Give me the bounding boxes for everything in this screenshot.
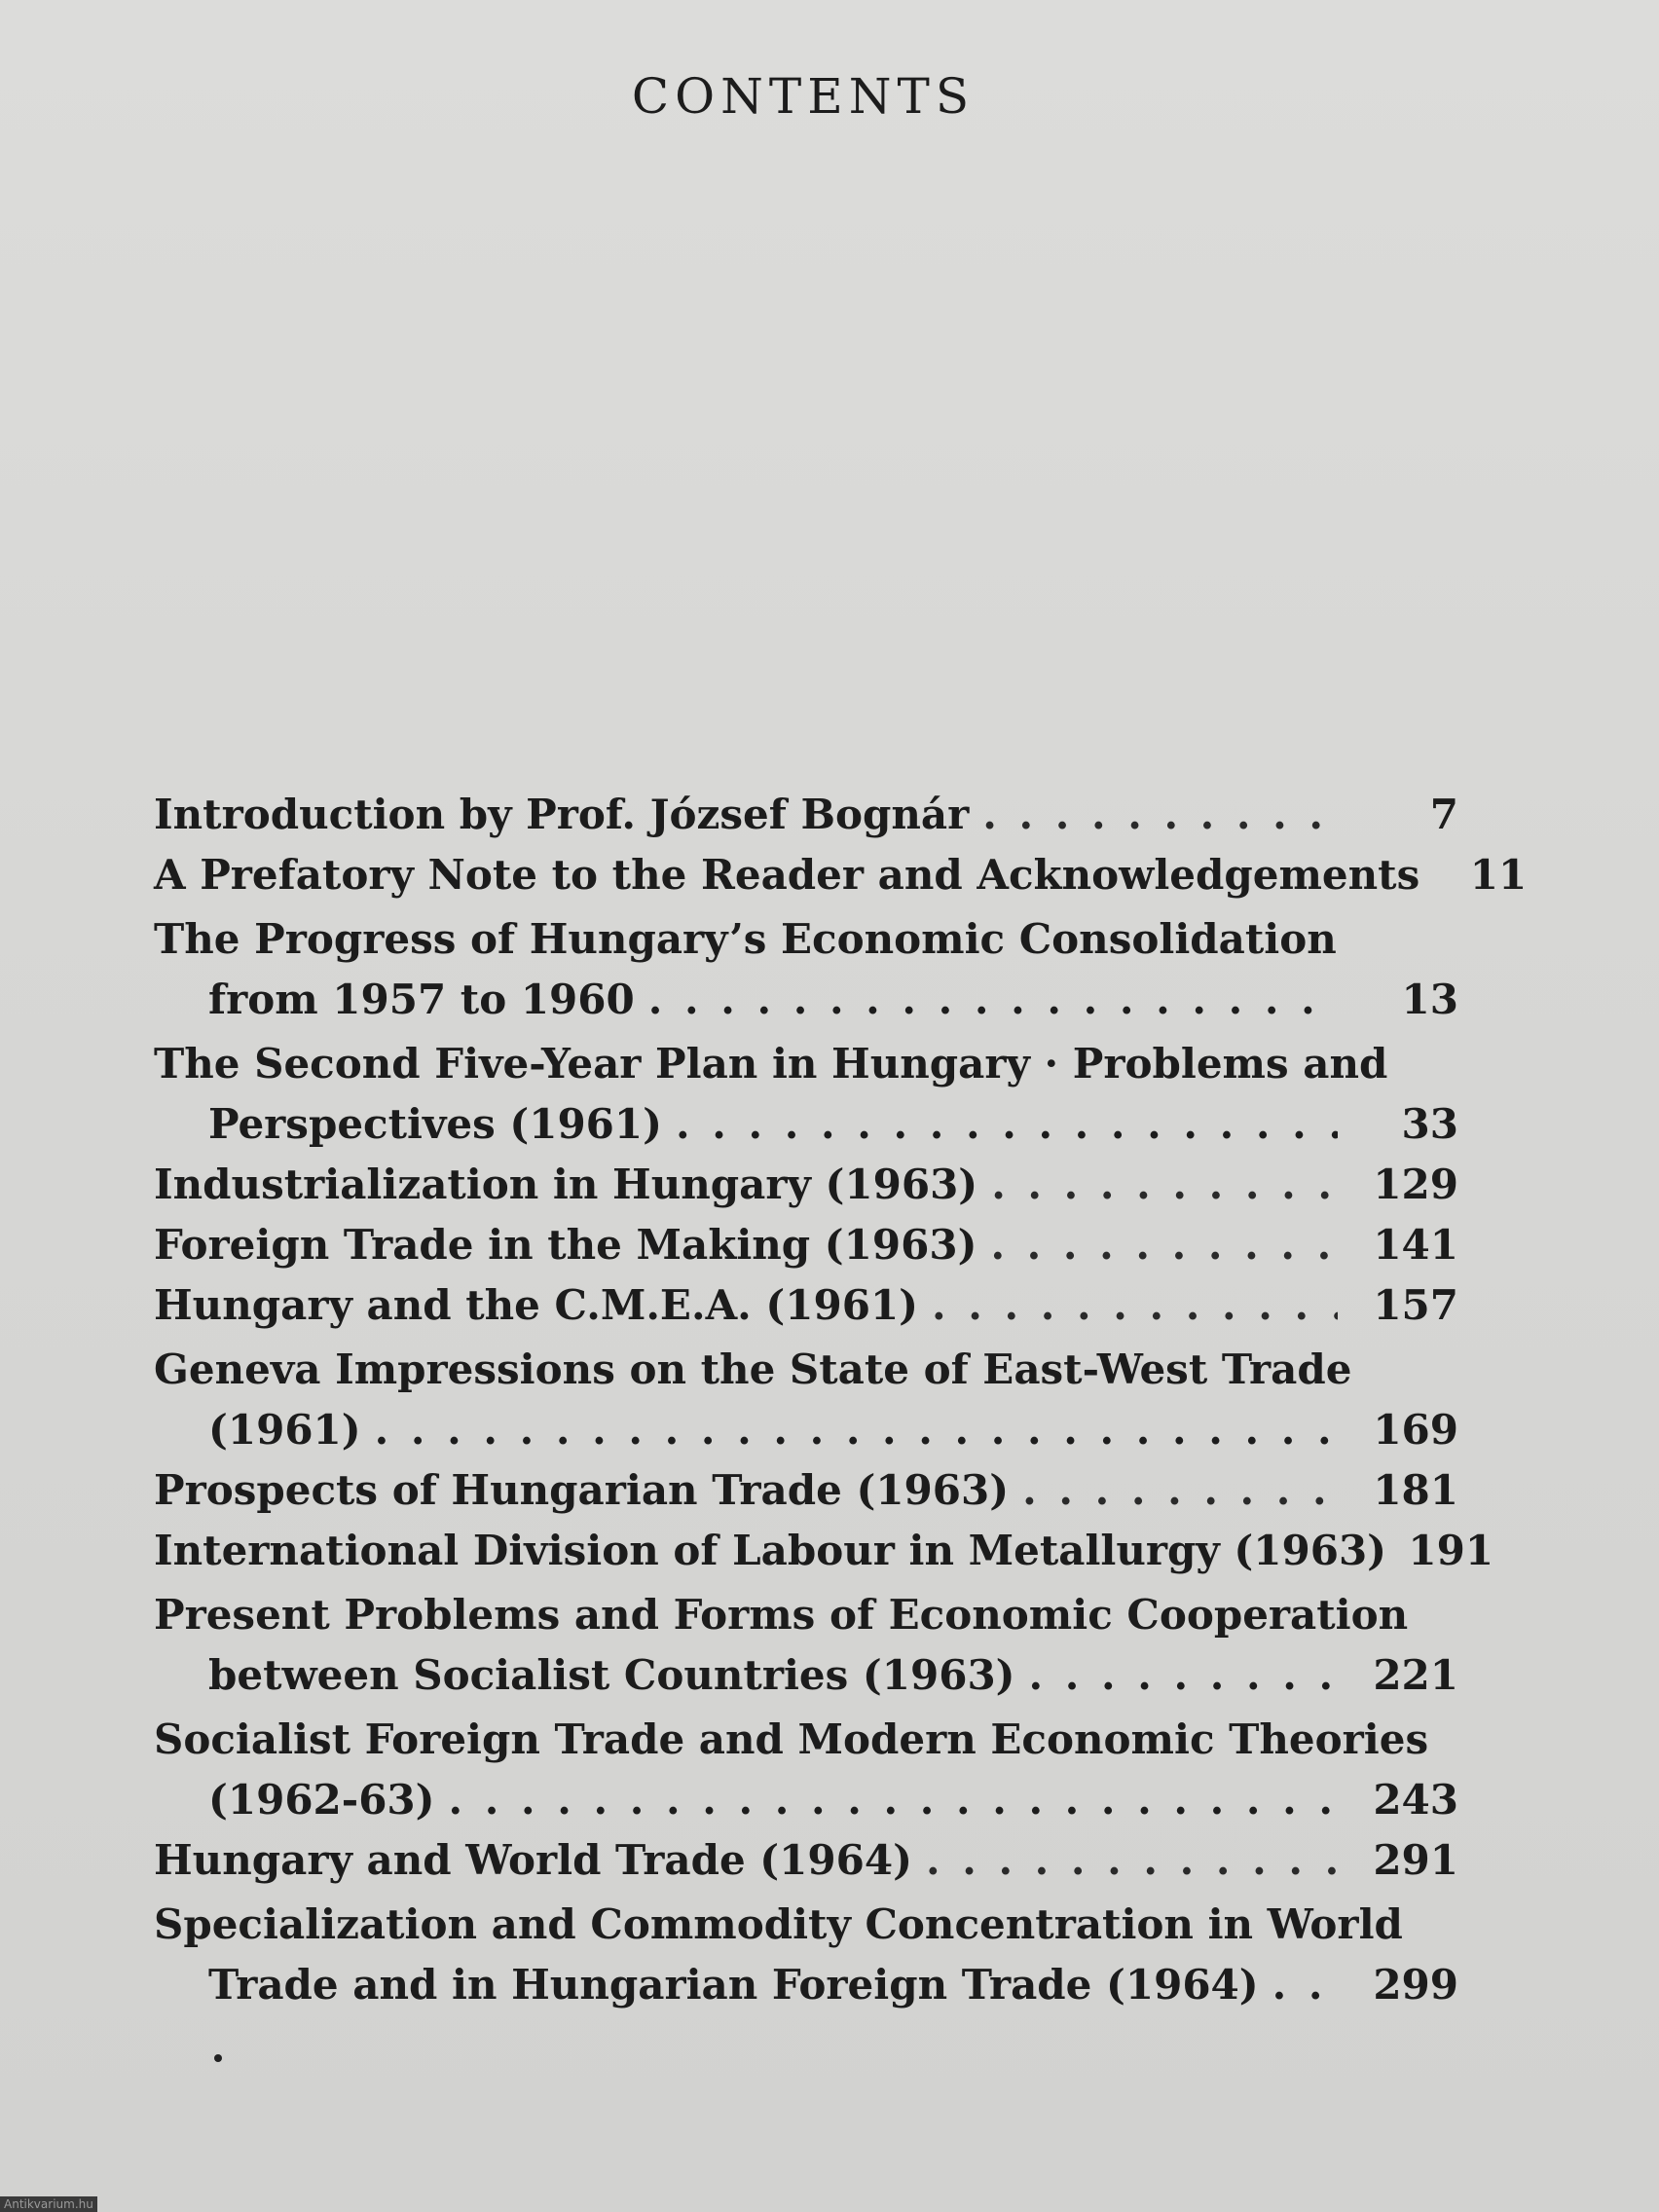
toc-page-number: 299 [1373,1961,1458,2009]
toc-page-number: 7 [1429,791,1458,838]
toc-entry-title: International Division of Labour in Metallurgy (1963) [154,1527,1387,1574]
toc-entry [154,1710,1458,1830]
dot-leader [926,1830,1338,1891]
toc-page-number: 13 [1401,976,1458,1023]
toc-page-number: 33 [1401,1100,1458,1148]
page-title: CONTENTS [631,68,976,125]
toc-entry-title: A Prefatory Note to the Reader and Acknowledgements [154,851,1420,899]
toc-entry [154,1155,1458,1215]
toc-entry-title: The Progress of Hungary’s Economic Consolidation [154,915,1337,963]
dot-leader [982,785,1338,845]
table-of-contents [154,785,1528,2015]
toc-page-number: 191 [1408,1527,1494,1574]
toc-entry [154,845,1528,905]
toc-entry-title-continued: from 1957 to 1960 [208,976,635,1023]
toc-page-number: 243 [1373,1776,1458,1824]
toc-page-number: 157 [1373,1281,1458,1329]
dot-leader [991,1155,1338,1215]
toc-entry [154,1034,1458,1155]
toc-page-number: 169 [1373,1406,1458,1454]
toc-page-number: 221 [1373,1651,1458,1699]
toc-entry-title: The Second Five-Year Plan in Hungary · Problems and [154,1040,1388,1088]
toc-entry-title: Foreign Trade in the Making (1963) [154,1221,977,1269]
toc-entry-title-continued: between Socialist Countries (1963) [208,1651,1015,1699]
dot-leader [1022,1460,1338,1521]
dot-leader [449,1770,1338,1830]
dot-leader [676,1094,1338,1155]
dot-leader [1272,1955,1338,2015]
watermark: Antikvarium.hu [0,2196,97,2212]
toc-entry-title: Specialization and Commodity Concentration in World [154,1900,1403,1948]
toc-page-number: 11 [1469,851,1528,899]
toc-entry [154,1585,1458,1706]
toc-page-number: 291 [1373,1836,1458,1884]
toc-entry-title: Socialist Foreign Trade and Modern Economic Theories [154,1715,1429,1763]
toc-entry [154,1275,1458,1336]
dot-leader [932,1275,1338,1336]
toc-entry-title-continued: (1961) [208,1406,361,1454]
dot-leader [648,970,1338,1030]
toc-entry [154,1895,1458,2015]
toc-entry [154,1460,1458,1521]
toc-entry-title-continued: (1962-63) [208,1776,435,1824]
toc-entry-title: Present Problems and Forms of Economic Cooperation [154,1591,1409,1639]
toc-page-number: 129 [1373,1161,1458,1208]
toc-entry-title: Hungary and the C.M.E.A. (1961) [154,1281,919,1329]
toc-entry-title-continued: Trade and in Hungarian Foreign Trade (1964) [208,1961,1259,2009]
toc-entry [154,1215,1458,1275]
toc-entry [154,1830,1458,1891]
toc-entry-title: Introduction by Prof. József Bognár [154,791,970,838]
toc-page-number: 141 [1373,1221,1458,1269]
toc-entry-title: Industrialization in Hungary (1963) [154,1161,978,1208]
toc-entry-title: Prospects of Hungarian Trade (1963) [154,1466,1010,1514]
toc-entry [154,1340,1458,1460]
dot-leader [375,1400,1338,1460]
toc-page-number: 181 [1373,1466,1458,1514]
toc-entry [154,909,1458,1030]
stray-ink-dot [214,2054,222,2062]
toc-entry-title: Hungary and World Trade (1964) [154,1836,912,1884]
toc-entry-title-continued: Perspectives (1961) [208,1100,662,1148]
toc-entry [154,1521,1494,1581]
toc-entry [154,785,1458,845]
dot-leader [990,1215,1338,1275]
dot-leader [1029,1645,1338,1706]
toc-entry-title: Geneva Impressions on the State of East-West Trade [154,1346,1352,1393]
